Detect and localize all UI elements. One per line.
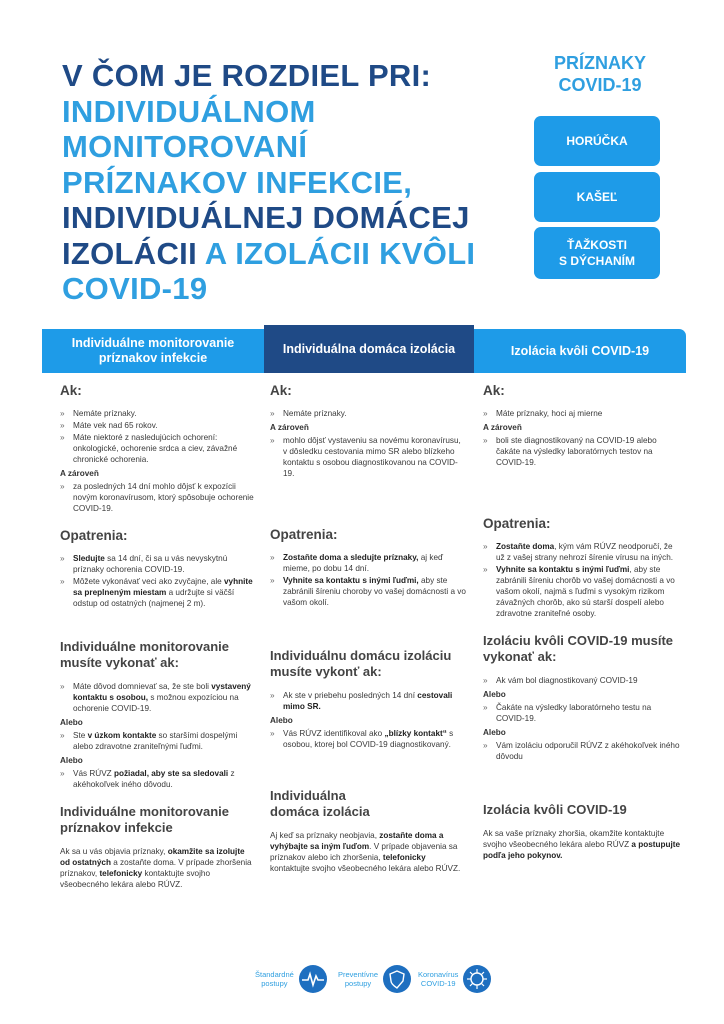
list-item — [270, 728, 466, 750]
section-heading: Ak: — [270, 383, 292, 398]
text: a udržujte si väčší odstup od ostatných (najmenej 2 m). — [73, 588, 235, 608]
list-item: » Ak vám bol diagnostikovaný COVID-19 — [483, 675, 681, 686]
text: Vás RÚVZ identifikoval ako — [283, 729, 385, 738]
symptom-label-line: S DÝCHANÍM — [558, 254, 635, 268]
symptom-breathing — [534, 227, 660, 279]
section-heading: Individuálne monitorovanie príznakov infekcie — [60, 804, 230, 835]
symptoms-title-line: COVID-19 — [558, 75, 642, 95]
symptom-label: HORÚČKA — [566, 134, 628, 148]
title-line: V ČOM JE ROZDIEL PRI: — [62, 58, 432, 93]
shield-icon — [382, 964, 412, 994]
emphasis: „blízky kontakt“ — [384, 729, 447, 738]
or-label: Alebo — [270, 716, 293, 725]
emphasis: Zostaňte doma — [496, 542, 555, 551]
emphasis: Vyhnite sa kontaktu s inými ľuďmi, — [283, 576, 419, 585]
symptom-label-line: ŤAŽKOSTI — [566, 238, 627, 252]
virus-icon — [462, 964, 492, 994]
list-item: » Nemáte príznaky. — [270, 408, 466, 419]
title-line: MONITOROVANÍ — [62, 129, 308, 164]
header-line: Individuálne monitorovanie — [71, 336, 235, 350]
text: Ak sa vaše príznaky zhoršia, okamžite kontaktujte svojho všeobecného lekára alebo RÚVZ — [483, 829, 665, 849]
section-heading: Ak: — [60, 383, 82, 398]
text: Ak ste v priebehu posledných 14 dní — [283, 691, 418, 700]
or-label: Alebo — [60, 756, 83, 765]
column-header-monitoring — [42, 329, 264, 373]
list-item: » Nemáte príznaky. — [60, 408, 256, 419]
list-item: » Vám izoláciu odporučil RÚVZ z akéhokoľvek iného dôvodu — [483, 740, 681, 762]
text: Ak sa u vás objavia príznaky, — [60, 847, 168, 856]
text: aj keď mieme, po dobu 14 dní. — [283, 553, 444, 573]
list-item — [483, 564, 681, 619]
section-heading: Individuálna domáca izolácia — [270, 788, 370, 819]
text: sa 14 dní, či sa u vás nevyskytnú príznaky ochorenia COVID-19. — [73, 554, 228, 574]
title-line: INDIVIDUÁLNEJ DOMÁCEJ — [62, 200, 470, 235]
column-home-isolation — [270, 385, 466, 874]
header-label: Izolácia kvôli COVID-19 — [510, 343, 650, 358]
list-item — [483, 541, 681, 563]
page-title — [62, 58, 482, 307]
text: Máte dôvod domnievať sa, že ste boli — [73, 682, 212, 691]
text: so staršími dospelými alebo zdravotne zraniteľnými ľuďmi. — [73, 731, 238, 751]
emphasis: vyhnite sa preplneným miestam — [73, 577, 253, 597]
symptom-label: KAŠEĽ — [576, 190, 618, 204]
text: Ste — [73, 731, 88, 740]
list-item — [270, 575, 466, 608]
symptom-fever — [534, 116, 660, 166]
text: . V prípade objavenia sa príznakov alebo ich zhoršenia, — [270, 842, 458, 862]
text: s osobou, ktorej bol COVID-19 diagnostikovaný. — [283, 729, 454, 749]
title-part: A IZOLÁCII KVÔLI — [197, 235, 476, 271]
logo-text: postupy — [344, 979, 372, 988]
text: , kým vám RÚVZ neodporučí, že už z vašej strany nehrozí šírenie vírusu na iných. — [496, 542, 674, 562]
column-header-covid-isolation — [474, 329, 686, 373]
section-heading: Izolácia kvôli COVID-19 — [483, 802, 627, 817]
title-line: PRÍZNAKOV INFEKCIE, — [62, 164, 413, 200]
heartbeat-icon — [298, 964, 328, 994]
list-item — [60, 576, 256, 609]
or-label: Alebo — [483, 690, 506, 699]
section-heading: Opatrenia: — [483, 516, 551, 531]
column-monitoring — [60, 385, 256, 890]
section-heading: Izoláciu kvôli COVID-19 musíte vykonať ak: — [483, 633, 673, 664]
header-label: Individuálna domáca izolácia — [282, 341, 456, 356]
emphasis: cestovali mimo SR. — [283, 691, 453, 711]
and-label: A zároveň — [60, 469, 99, 478]
emphasis: a postupujte podľa jeho pokynov. — [483, 840, 681, 860]
column-header-home-isolation — [264, 325, 474, 373]
section-heading: Ak: — [483, 383, 505, 398]
emphasis: Sledujte — [73, 554, 105, 563]
list-item — [270, 552, 466, 574]
text: Môžete vykonávať veci ako zvyčajne, ale — [73, 577, 224, 586]
text: , aby ste zabránili šíreniu chorôb vo vašej domácnosti a vo vašom okolí, najmä s ľuďmi s vysokým rizikom závažných chorôb, ako sú starší dospelí alebo zdravotne zraniteľné osoby. — [496, 565, 675, 618]
logo-preventive-procedures — [338, 964, 412, 994]
section-heading: Individuálne monitorovanie musíte vykonať ak: — [60, 639, 230, 670]
text: aby ste zabránili šíreniu choroby vo vašej domácnosti a vo vašom okolí. — [283, 576, 466, 607]
or-label: Alebo — [483, 728, 506, 737]
symptoms-title — [532, 52, 668, 96]
section-heading: Individuálnu domácu izoláciu musíte vykonť ak: — [270, 648, 452, 679]
and-label: A zároveň — [483, 423, 522, 432]
emphasis: požiadal, aby ste sa sledovali — [113, 769, 229, 778]
logo-text: Koronavírus — [418, 970, 459, 979]
final-paragraph — [483, 828, 681, 861]
symptoms-title-line: PRÍZNAKY — [553, 53, 646, 73]
list-item — [60, 681, 256, 714]
list-item: » Máte vek nad 65 rokov. — [60, 420, 256, 431]
list-item — [270, 690, 466, 712]
text: a zostaňte doma. V prípade zhoršenia príznakov, — [60, 858, 252, 878]
logo-text: COVID-19 — [420, 979, 456, 988]
title-line: COVID-19 — [62, 271, 208, 306]
title-line: INDIVIDUÁLNOM — [62, 93, 316, 129]
condition-list — [60, 408, 256, 465]
text: Aj keď sa príznaky neobjavia, — [270, 831, 380, 840]
emphasis: telefonicky — [382, 853, 426, 862]
symptom-cough — [534, 172, 660, 222]
text: Vás RÚVZ — [73, 769, 114, 778]
text: kontaktujte svojho všeobecného lekára alebo RÚVZ. — [270, 864, 461, 873]
emphasis: Vyhnite sa kontaktu s inými ľuďmi — [496, 565, 630, 574]
emphasis: Zostaňte doma a sledujte príznaky, — [283, 553, 419, 562]
list-item — [60, 553, 256, 575]
text: kontaktujte svojho všeobecného lekára alebo RÚVZ. — [60, 869, 211, 889]
final-paragraph — [60, 846, 256, 890]
emphasis: zostaňte doma a vyhýbajte sa iným ľuďom — [270, 831, 444, 851]
emphasis: okamžite sa izolujte od ostatných — [60, 847, 245, 867]
logo-text: postupy — [261, 979, 288, 988]
list-item: » Čakáte na výsledky laboratórneho testu na COVID-19. — [483, 702, 681, 724]
column-covid-isolation — [483, 385, 681, 861]
list-item: » boli ste diagnostikovaný na COVID-19 alebo čakáte na výsledky laboratórnych testov na COVID-19. — [483, 435, 681, 468]
list-item — [60, 768, 256, 790]
emphasis: v úzkom kontakte — [87, 731, 157, 740]
or-label: Alebo — [60, 718, 83, 727]
list-item: » za posledných 14 dní mohlo dôjsť k expozícii novým koronavírusom, ktorý spôsobuje ochorenie COVID-19. — [60, 481, 256, 514]
list-item: » Máte niektoré z nasledujúcich ochorení: onkologické, ochorenie srdca a ciev, závažné chronické ochorenia. — [60, 432, 256, 465]
logo-text: Štandardné — [255, 970, 294, 979]
emphasis: vystavený kontaktu s osobou, — [73, 682, 251, 702]
text: s možnou expozíciou na ochorenie COVID-19. — [73, 693, 239, 713]
and-label: A zároveň — [270, 423, 309, 432]
emphasis: telefonicky — [99, 869, 143, 878]
logo-text: Preventívne — [338, 970, 379, 979]
section-heading: Opatrenia: — [60, 528, 128, 543]
list-item — [60, 730, 256, 752]
title-line — [62, 236, 482, 272]
logo-coronavirus — [418, 964, 492, 994]
title-part: IZOLÁCII — [62, 235, 197, 271]
text: z akéhokoľvek iného dôvodu. — [73, 769, 235, 789]
list-item: » Máte príznaky, hoci aj mierne — [483, 408, 681, 419]
logo-standard-procedures — [255, 964, 328, 994]
header-line: príznakov infekcie — [98, 351, 208, 365]
symptom-label — [559, 237, 635, 269]
section-heading: Opatrenia: — [270, 527, 338, 542]
final-paragraph — [270, 830, 466, 874]
list-item: » mohlo dôjsť vystaveniu sa novému koronavírusu, v dôsledku cestovania mimo SR alebo blízkeho kontaktu s osobou diagnostikovanou na COVID-19. — [270, 435, 466, 479]
